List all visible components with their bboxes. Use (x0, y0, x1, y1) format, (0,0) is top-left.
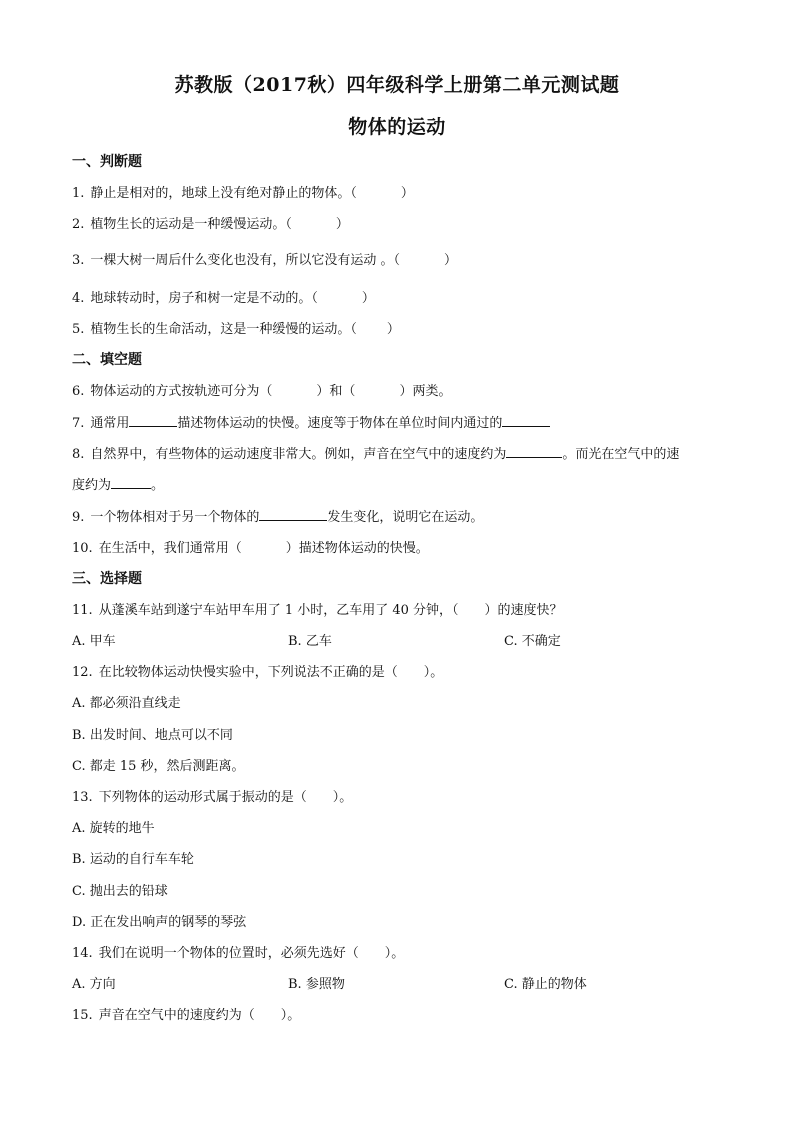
option-a[interactable]: A. 甲车 (72, 634, 116, 649)
question-8: 8. 自然界中，有些物体的运动速度非常大。例如，声音在空气中的速度约为 。而光在空气中的速 (72, 447, 680, 462)
answer-blank[interactable] (259, 508, 327, 521)
question-14: 14. 我们在说明一个物体的位置时，必须先选好（ ）。 (72, 946, 405, 961)
answer-blank[interactable] (129, 414, 177, 427)
question-13: 13. 下列物体的运动形式属于振动的是（ ）。 (72, 790, 353, 805)
option-a[interactable]: A. 旋转的地牛 (72, 821, 155, 836)
question-11: 11. 从蓬溪车站到遂宁车站甲车用了 1 小时，乙车用了 40 分钟，（ ）的速度快？ (72, 603, 563, 618)
question-3: 3. 一棵大树一周后什么变化也没有，所以它没有运动 。（ ） (72, 253, 458, 268)
option-c[interactable]: C. 不确定 (504, 634, 561, 649)
question-11-options (72, 630, 732, 648)
question-4: 4. 地球转动时，房子和树一定是不动的。（ ） (72, 291, 375, 306)
document-subtitle: 物体的运动 (348, 116, 446, 138)
option-d[interactable]: D. 正在发出响声的钢琴的琴弦 (72, 915, 247, 930)
question-7: 7. 通常用 描述物体运动的快慢。速度等于物体在单位时间内通过的 (72, 412, 550, 431)
question-9: 9. 一个物体相对于另一个物体的 发生变化，说明它在运动。 (72, 510, 484, 525)
option-b[interactable]: B. 乙车 (288, 634, 332, 649)
answer-blank[interactable] (502, 414, 550, 427)
option-c[interactable]: C. 静止的物体 (504, 977, 587, 992)
question-2: 2. 植物生长的运动是一种缓慢运动。（ ） (72, 217, 349, 232)
document-title: 苏教版（2017秋）四年级科学上册第二单元测试题 (174, 74, 620, 96)
answer-blank[interactable] (506, 445, 562, 458)
question-15: 15. 声音在空气中的速度约为（ ）。 (72, 1008, 301, 1023)
question-6: 6. 物体运动的方式按轨迹可分为（ ）和（ ）两类。 (72, 384, 452, 399)
question-14-options (72, 973, 732, 991)
option-a[interactable]: A. 都必须沿直线走 (72, 696, 181, 711)
question-10: 10. 在生活中，我们通常用（ ）描述物体运动的快慢。 (72, 541, 429, 556)
option-b[interactable]: B. 参照物 (288, 977, 345, 992)
question-1: 1. 静止是相对的，地球上没有绝对静止的物体。（ ） (72, 186, 414, 201)
question-12: 12. 在比较物体运动快慢实验中，下列说法不正确的是（ ）。 (72, 665, 444, 680)
option-b[interactable]: B. 运动的自行车车轮 (72, 852, 194, 867)
option-c[interactable]: C. 抛出去的铅球 (72, 884, 168, 899)
option-c[interactable]: C. 都走 15 秒，然后测距离。 (72, 759, 245, 774)
answer-blank[interactable] (111, 476, 151, 489)
section-heading-fill-in: 二、填空题 (72, 352, 142, 368)
section-heading-true-false: 一、判断题 (72, 154, 142, 170)
option-a[interactable]: A. 方向 (72, 977, 116, 992)
question-8-continued: 度约为 。 (72, 478, 165, 493)
option-b[interactable]: B. 出发时间、地点可以不同 (72, 728, 233, 743)
question-5: 5. 植物生长的生命活动，这是一种缓慢的运动。（ ） (72, 322, 400, 337)
section-heading-multiple-choice: 三、选择题 (72, 571, 142, 587)
